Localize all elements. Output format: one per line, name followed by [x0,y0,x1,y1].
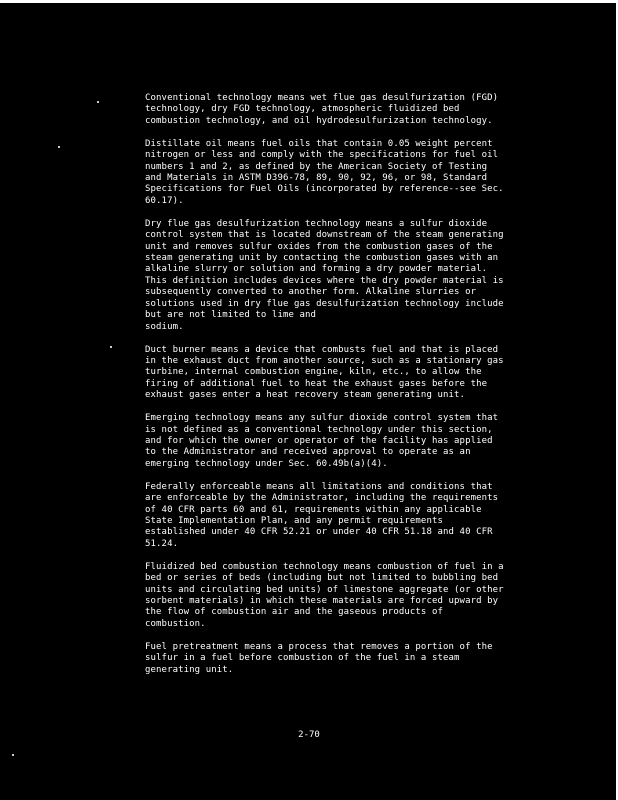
definition-duct-burner: Duct burner means a device that combusts fuel and that is placed in the exhaust duct from another source, such as a stationary gas turbine, internal combustion engine, kiln, etc., to allow the firing of additional fuel to heat the exhaust gases before the exhaust gases enter a heat recovery steam generating unit. [145,344,504,401]
definition-dry-fgd-technology: Dry flue gas desulfurization technology means a sulfur dioxide control system that is located downstream of the steam generating unit and removes sulfur oxides from the combustion gases of the steam generating unit by contacting the combustion gases with an alkaline slurry or solution and forming a dry powder material. This definition includes devices where the dry powder material is subsequently converted to another form. Alkaline slurries or solutions used in dry flue gas desulfurization technology include but are not limited to lime and sodium. [145,218,504,332]
definition-emerging-technology: Emerging technology means any sulfur dioxide control system that is not defined as a conventional technology under this section, and for which the owner or operator of the facility has applied to the Administrator and received approval to operate as an emerging technology under Sec. 60.49b(a)(4). [145,413,499,469]
scan-speck [97,101,99,103]
definition-conventional-technology: Conventional technology means wet flue gas desulfurization (FGD) technology, dry FGD technology, atmospheric fluidized bed combustion technology, and oil hydrodesulfurization technology. [145,93,499,126]
page-edge-top [0,0,618,3]
page-number: 2-70 [298,730,320,740]
definition-distillate-oil: Distillate oil means fuel oils that contain 0.05 weight percent nitrogen or less and comply with the specifications for fuel oil numbers 1 and 2, as defined by the American Society of Testing and Materials in ASTM D396-78, 89, 90, 92, 96, or 98, Standard Specifications for Fuel Oils (incorporated by reference--see Sec. 60.17). [145,138,504,206]
document-body [145,93,565,688]
definition-fluidized-bed-combustion: Fluidized bed combustion technology means combustion of fuel in a bed or series of beds (including but not limited to bubbling bed units and circulating bed units) of limestone aggregate (or other sorbent materials) in which these materials are forced upward by the flow of combustion air and the gaseous products of combustion. [145,561,504,629]
scan-speck [58,146,60,148]
scan-speck [110,346,112,348]
scan-speck [12,754,14,756]
definition-federally-enforceable: Federally enforceable means all limitations and conditions that are enforceable by the Administrator, including the requirements of 40 CFR parts 60 and 61, requirements within any applicable State Implementation Plan, and any permit requirements established under 40 CFR 52.21 or under 40 CFR 51.18 and 40 CFR 51.24. [145,481,499,549]
definition-fuel-pretreatment: Fuel pretreatment means a process that removes a portion of the sulfur in a fuel before combustion of the fuel in a steam generating unit. [145,641,493,675]
